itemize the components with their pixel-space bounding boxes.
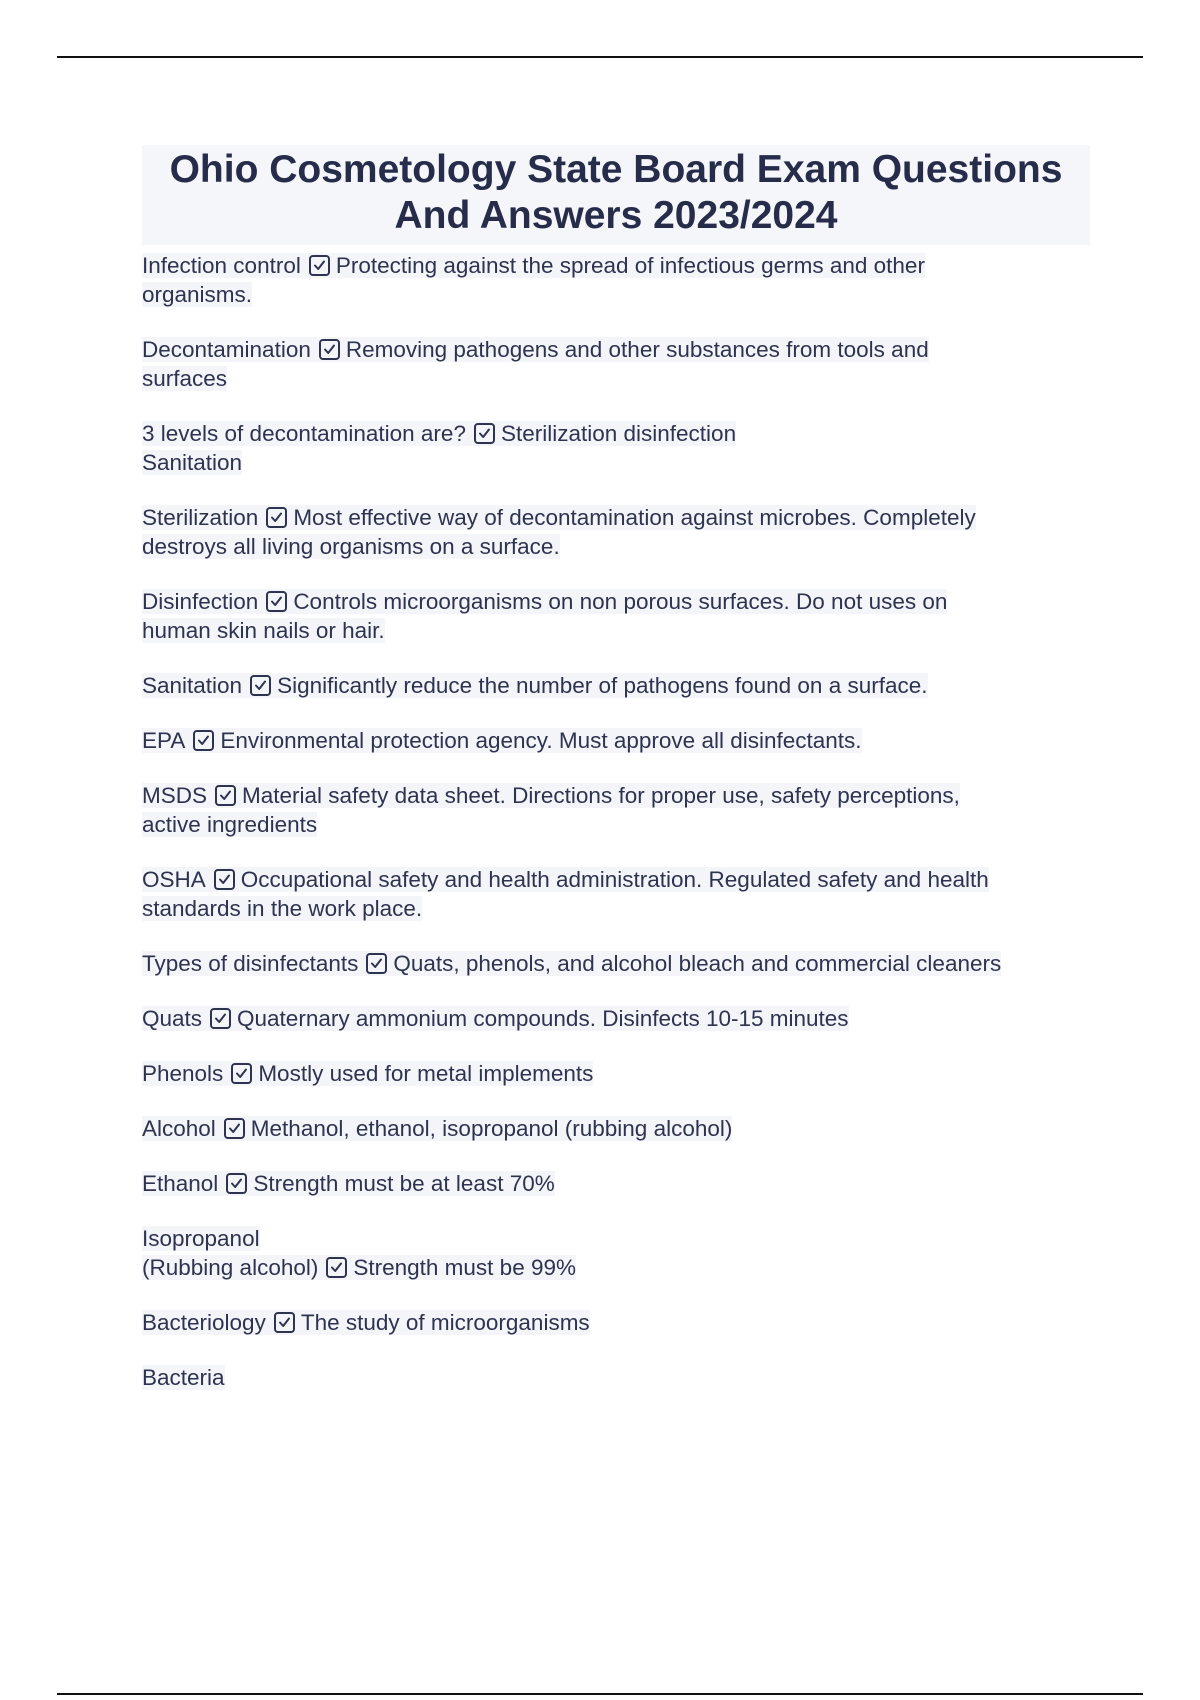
qa-list	[142, 251, 1090, 1392]
top-rule	[57, 56, 1143, 58]
qa-highlight	[142, 1171, 555, 1196]
checkbox-checked-icon	[250, 675, 271, 696]
qa-answer-continued: human skin nails or hair.	[142, 618, 385, 643]
qa-line-continued	[142, 280, 1090, 309]
checkbox-checked-icon	[319, 339, 340, 360]
qa-line	[142, 1363, 1090, 1392]
qa-answer: Sterilization disinfection	[500, 421, 737, 446]
qa-term: (Rubbing alcohol)	[142, 1255, 319, 1280]
qa-highlight	[142, 253, 925, 278]
qa-highlight	[142, 867, 989, 892]
qa-line-continued	[142, 532, 1090, 561]
qa-answer: Protecting against the spread of infectious germs and other	[335, 253, 925, 278]
qa-answer: Most effective way of decontamination against microbes. Completely	[293, 505, 976, 530]
qa-line	[142, 865, 1090, 894]
qa-term: Decontamination	[142, 337, 311, 362]
checkbox-checked-icon	[266, 591, 287, 612]
qa-answer: Controls microorganisms on non porous surfaces. Do not uses on	[293, 589, 948, 614]
checkbox-checked-icon	[226, 1173, 247, 1194]
qa-line	[142, 1308, 1090, 1337]
qa-item	[142, 726, 1090, 755]
qa-term: Sanitation	[142, 673, 243, 698]
qa-term-prefix	[142, 1224, 1090, 1253]
checkbox-checked-icon	[366, 953, 387, 974]
qa-answer: Removing pathogens and other substances from tools and	[345, 337, 929, 362]
qa-answer: The study of microorganisms	[300, 1310, 590, 1335]
qa-item	[142, 503, 1090, 561]
qa-answer: Mostly used for metal implements	[258, 1061, 594, 1086]
qa-line-continued	[142, 448, 1090, 477]
qa-highlight	[142, 1255, 576, 1280]
qa-line	[142, 1114, 1090, 1143]
qa-line-continued	[142, 616, 1090, 645]
qa-item	[142, 949, 1090, 978]
qa-line	[142, 781, 1090, 810]
qa-item	[142, 1059, 1090, 1088]
qa-answer-continued: active ingredients	[142, 812, 318, 837]
qa-term-line: Isopropanol	[142, 1226, 260, 1251]
qa-highlight	[142, 337, 929, 362]
qa-answer: Occupational safety and health administration. Regulated safety and health	[240, 867, 989, 892]
checkbox-checked-icon	[474, 423, 495, 444]
checkbox-checked-icon	[266, 507, 287, 528]
checkbox-checked-icon	[309, 255, 330, 276]
qa-line	[142, 587, 1090, 616]
qa-item	[142, 1169, 1090, 1198]
qa-item	[142, 1363, 1090, 1392]
qa-highlight	[142, 589, 947, 614]
qa-line	[142, 1169, 1090, 1198]
title-line-1: Ohio Cosmetology State Board Exam Questions	[169, 148, 1063, 191]
checkbox-checked-icon	[193, 730, 214, 751]
qa-answer: Significantly reduce the number of pathogens found on a surface.	[277, 673, 928, 698]
qa-answer-continued: standards in the work place.	[142, 896, 423, 921]
qa-term: Ethanol	[142, 1171, 219, 1196]
qa-answer: Strength must be 99%	[353, 1255, 576, 1280]
qa-item	[142, 865, 1090, 923]
qa-line	[142, 1004, 1090, 1033]
title-block	[142, 145, 1090, 245]
qa-highlight	[142, 1365, 225, 1390]
qa-answer: Methanol, ethanol, isopropanol (rubbing alcohol)	[250, 1116, 733, 1141]
qa-answer: Strength must be at least 70%	[253, 1171, 555, 1196]
qa-term: Bacteria	[142, 1365, 225, 1390]
qa-item	[142, 1114, 1090, 1143]
qa-answer: Environmental protection agency. Must approve all disinfectants.	[220, 728, 862, 753]
qa-line-continued	[142, 810, 1090, 839]
qa-term: Disinfection	[142, 589, 259, 614]
qa-line	[142, 251, 1090, 280]
qa-term: Alcohol	[142, 1116, 216, 1141]
checkbox-checked-icon	[224, 1118, 245, 1139]
qa-item	[142, 1224, 1090, 1282]
qa-item	[142, 251, 1090, 309]
page-title	[142, 147, 1090, 239]
qa-term: 3 levels of decontamination are?	[142, 421, 466, 446]
qa-term: Sterilization	[142, 505, 259, 530]
qa-line	[142, 503, 1090, 532]
qa-line	[142, 1059, 1090, 1088]
qa-term: EPA	[142, 728, 186, 753]
qa-item	[142, 335, 1090, 393]
checkbox-checked-icon	[214, 869, 235, 890]
qa-line-continued	[142, 894, 1090, 923]
checkbox-checked-icon	[326, 1257, 347, 1278]
title-line-2: And Answers 2023/2024	[394, 194, 838, 237]
qa-term: MSDS	[142, 783, 208, 808]
qa-line	[142, 1253, 1090, 1282]
qa-highlight	[142, 505, 976, 530]
qa-line	[142, 419, 1090, 448]
qa-highlight	[142, 1061, 593, 1086]
qa-answer: Quats, phenols, and alcohol bleach and commercial cleaners	[393, 951, 1002, 976]
qa-item	[142, 671, 1090, 700]
checkbox-checked-icon	[274, 1312, 295, 1333]
checkbox-checked-icon	[231, 1063, 252, 1084]
qa-term: Types of disinfectants	[142, 951, 359, 976]
qa-highlight	[142, 728, 862, 753]
qa-highlight	[142, 1116, 732, 1141]
qa-line	[142, 335, 1090, 364]
qa-answer-continued: surfaces	[142, 366, 228, 391]
qa-item	[142, 1004, 1090, 1033]
checkbox-checked-icon	[215, 785, 236, 806]
qa-highlight	[142, 783, 960, 808]
qa-item	[142, 1308, 1090, 1337]
qa-line-continued	[142, 364, 1090, 393]
qa-item	[142, 781, 1090, 839]
document-page	[142, 145, 1090, 1392]
qa-highlight	[142, 421, 736, 446]
qa-answer-continued: organisms.	[142, 282, 253, 307]
qa-answer-continued: Sanitation	[142, 450, 243, 475]
qa-line	[142, 671, 1090, 700]
qa-item	[142, 419, 1090, 477]
qa-highlight	[142, 1006, 849, 1031]
qa-answer-continued: destroys all living organisms on a surface.	[142, 534, 560, 559]
qa-answer: Material safety data sheet. Directions for proper use, safety perceptions,	[242, 783, 960, 808]
qa-answer: Quaternary ammonium compounds. Disinfects 10-15 minutes	[237, 1006, 849, 1031]
qa-term: OSHA	[142, 867, 206, 892]
qa-term: Quats	[142, 1006, 203, 1031]
qa-highlight	[142, 673, 928, 698]
qa-term: Bacteriology	[142, 1310, 266, 1335]
qa-term: Infection control	[142, 253, 301, 278]
qa-item	[142, 587, 1090, 645]
checkbox-checked-icon	[210, 1008, 231, 1029]
bottom-rule	[57, 1693, 1143, 1695]
qa-line	[142, 726, 1090, 755]
qa-term: Phenols	[142, 1061, 224, 1086]
qa-highlight	[142, 951, 1001, 976]
qa-highlight	[142, 1310, 590, 1335]
qa-line	[142, 949, 1090, 978]
